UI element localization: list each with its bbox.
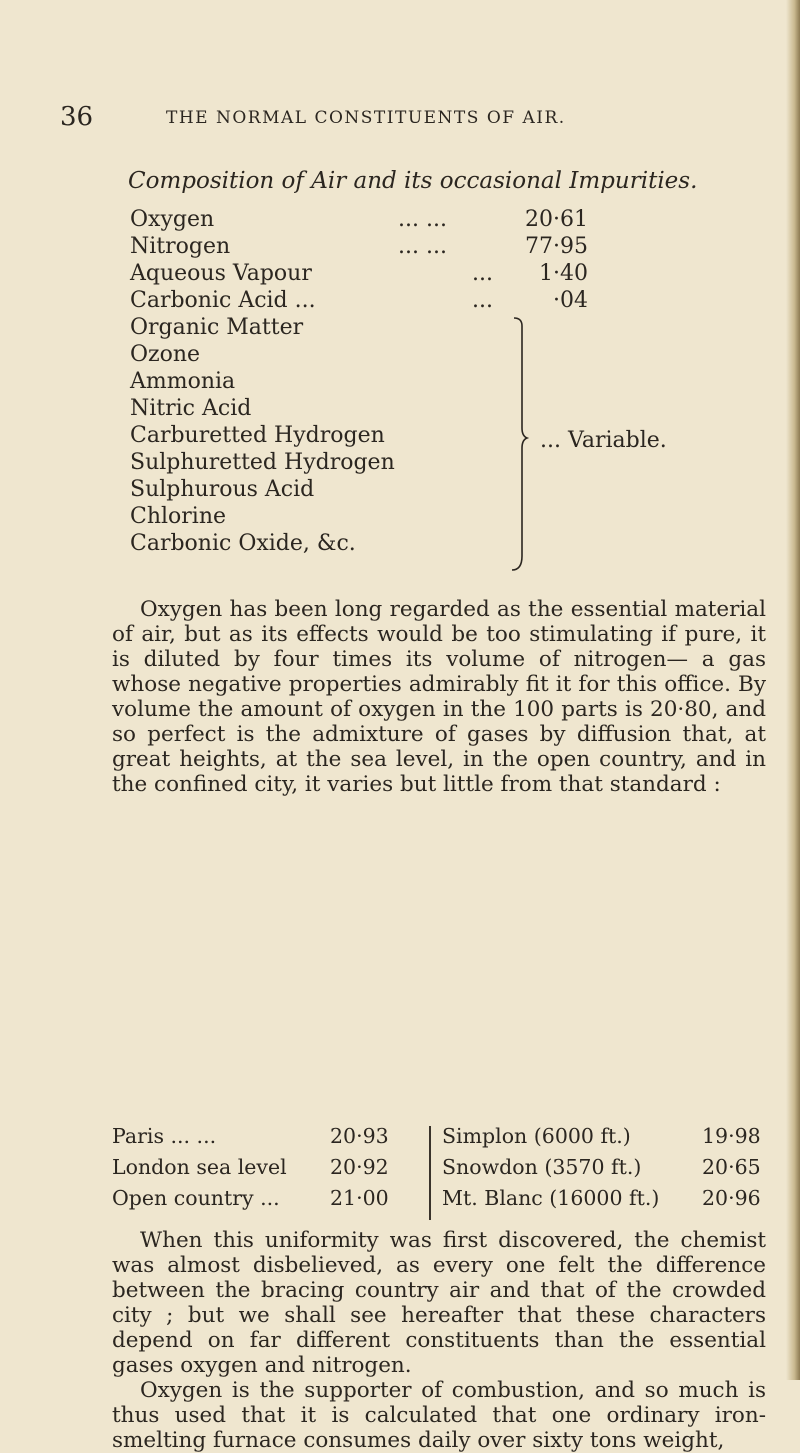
impurity-item: Carbonic Oxide, &c. xyxy=(130,531,356,556)
impurity-item: Sulphurous Acid xyxy=(130,477,315,502)
constituent-name: Aqueous Vapour xyxy=(130,261,312,286)
leader-dots: ... xyxy=(472,261,493,286)
constituent-row xyxy=(130,207,214,232)
column-divider xyxy=(429,1126,431,1220)
constituent-row xyxy=(130,234,230,259)
leader-dots: ... ... xyxy=(398,234,447,259)
variable-label: ... Variable. xyxy=(540,428,667,453)
paragraph-text: When this uniformity was first discovered, the chemist was almost disbelieved, as every one felt the difference between the bracing country air and that of the crowded city ; but we shall see hereafter that these characters depend on far different constituents than the essential gases oxygen and nitrogen. xyxy=(112,1228,766,1378)
leader-dots: ... ... xyxy=(398,207,447,232)
constituent-value: 77·95 xyxy=(525,234,588,259)
constituent-value: ·04 xyxy=(553,288,588,313)
page-number: 36 xyxy=(60,102,94,132)
paragraph xyxy=(112,1228,766,1378)
impurity-item: Organic Matter xyxy=(130,315,304,340)
impurity-item: Carburetted Hydrogen xyxy=(130,423,385,448)
leader-dots: ... xyxy=(472,288,493,313)
paragraph-text: Oxygen is the supporter of combustion, and so much is thus used that it is calculated that one ordinary iron-smelting furnace consumes daily over sixty tons weight, xyxy=(112,1378,766,1453)
paragraph-text: Oxygen has been long regarded as the essential material of air, but as its effects would be too stimulating if pure, it is diluted by four times its volume of nitrogen— a gas whose negative properties admirably fit it for this office. By volume the amount of oxygen in the 100 parts is 20·80, and so perfect is the admixture of gases by diffusion that, at great heights, at the sea level, in the open country, and in the confined city, it varies but little from that standard : xyxy=(112,597,766,797)
location-name: Simplon (6000 ft.) xyxy=(442,1124,631,1148)
location-value: 20·65 xyxy=(702,1155,761,1179)
location-name: Open country ... xyxy=(112,1186,280,1210)
impurity-item: Ozone xyxy=(130,342,201,367)
location-value: 20·93 xyxy=(330,1124,389,1148)
location-name: London sea level xyxy=(112,1155,287,1179)
oxygen-comparison-table xyxy=(112,1124,772,1222)
constituent-row xyxy=(130,261,312,286)
paragraph xyxy=(112,597,766,797)
constituent-row xyxy=(130,288,316,313)
location-value: 20·92 xyxy=(330,1155,389,1179)
page-header xyxy=(60,102,760,136)
table-title: Composition of Air and its occasional Impurities. xyxy=(128,168,698,194)
location-name: Snowdon (3570 ft.) xyxy=(442,1155,642,1179)
location-value: 19·98 xyxy=(702,1124,761,1148)
location-value: 20·96 xyxy=(702,1186,761,1210)
location-name: Mt. Blanc (16000 ft.) xyxy=(442,1186,660,1210)
impurity-item: Chlorine xyxy=(130,504,227,529)
paragraph xyxy=(112,1378,766,1453)
running-head: THE NORMAL CONSTITUENTS OF AIR. xyxy=(166,108,566,128)
impurity-item: Sulphuretted Hydrogen xyxy=(130,450,395,475)
curly-brace-icon xyxy=(500,288,530,576)
location-value: 21·00 xyxy=(330,1186,389,1210)
page-edge xyxy=(786,0,800,1380)
impurity-item: Nitric Acid xyxy=(130,396,252,421)
location-name: Paris ... ... xyxy=(112,1124,217,1148)
constituent-value: 20·61 xyxy=(525,207,588,232)
constituent-name: Nitrogen xyxy=(130,234,231,259)
impurity-item: Ammonia xyxy=(130,369,236,394)
constituent-value: 1·40 xyxy=(539,261,588,286)
constituent-name: Oxygen xyxy=(130,207,215,232)
constituent-name: Carbonic Acid ... xyxy=(130,288,316,313)
